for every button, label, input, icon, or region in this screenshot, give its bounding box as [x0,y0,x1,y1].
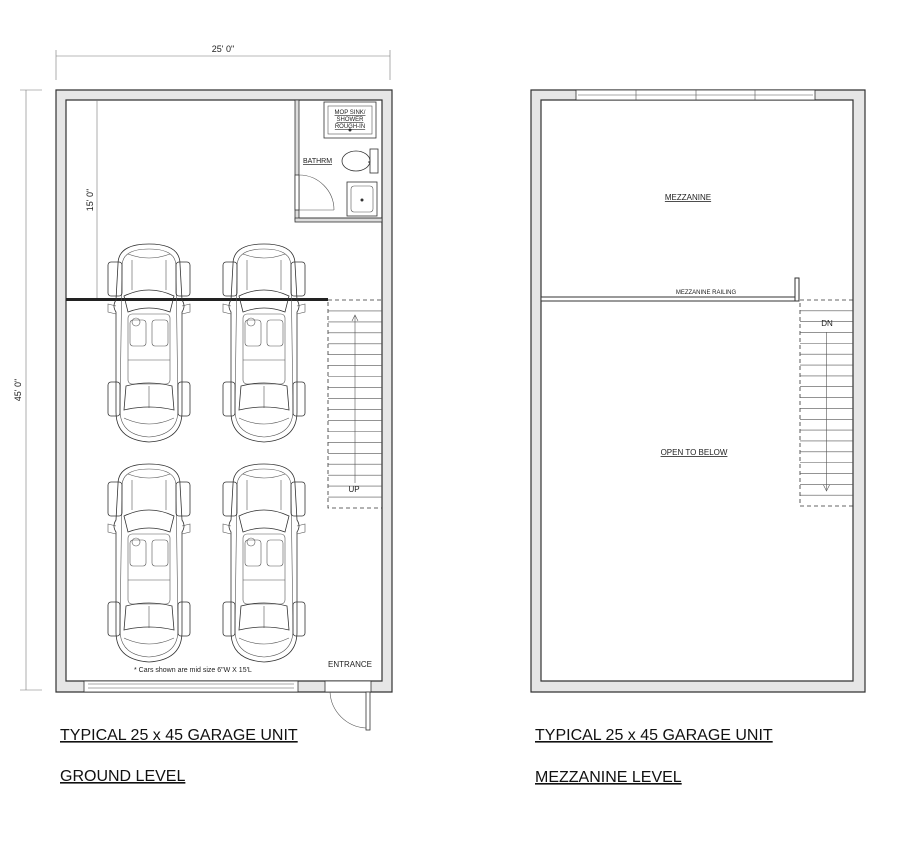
height-dimension-label: 45' 0" [13,378,23,402]
ground-exterior-wall [56,90,392,692]
mezzanine-title-line2: MEZZANINE LEVEL [535,769,682,786]
stair-up [328,300,382,508]
mezzanine-railing [541,278,799,301]
ground-title-line2: GROUND LEVEL [60,768,186,785]
mezzanine-windows [576,90,815,100]
width-dimension-label: 25' 0" [211,44,235,54]
car-2 [223,244,305,442]
entrance-label: ENTRANCE [328,660,373,669]
width-dimension [56,44,390,80]
bathroom-sink [347,182,377,216]
mezzanine-title-line1: TYPICAL 25 x 45 GARAGE UNIT [535,727,773,744]
cars-note: * Cars shown are mid size 6"W X 15'L [134,667,252,674]
mop-sink-line2: SHOWER [336,117,364,123]
mop-sink-line1: MOP SINK/ [334,110,366,116]
toilet [342,149,378,173]
ground-title-line1: TYPICAL 25 x 45 GARAGE UNIT [60,727,298,744]
mop-sink-shower [324,102,376,138]
mop-sink-line3: ROUGH-IN [334,124,366,130]
car-1 [108,244,190,442]
stair-up-label: UP [348,485,360,494]
bathroom-door [295,175,334,210]
car-4 [223,464,305,662]
bathroom [295,100,382,222]
stair-down-label: DN [821,319,833,328]
garage-door-opening [84,681,298,692]
car-3 [108,464,190,662]
bath-dimension [85,100,97,300]
bath-dimension-label: 15' 0" [85,188,95,212]
mezzanine-exterior-wall [531,90,865,692]
open-to-below-label: OPEN TO BELOW [660,448,728,457]
ground-level-plan [13,44,392,785]
height-dimension [13,90,42,690]
mezzanine-label: MEZZANINE [664,193,712,202]
mezzanine-level-plan [531,90,865,786]
entrance-door [325,681,371,730]
stair-down [800,300,853,506]
mezzanine-railing-label: MEZZANINE RAILING [675,290,737,296]
bathroom-label: BATHRM [303,158,333,165]
